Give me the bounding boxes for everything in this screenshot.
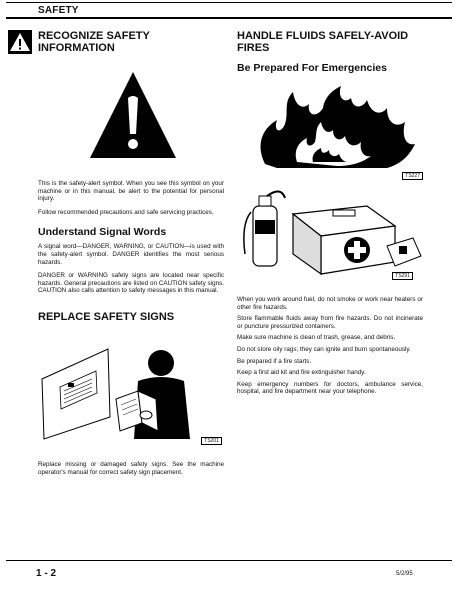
fluids-heading: HANDLE FLUIDS SAFELY-AVOID FIRES [237, 30, 409, 54]
signal-paragraph-2: DANGER or WARNING safety signs are located near specific hazards. General precautions are listed on CAUTION safety signs. CAUTION also calls attention to safety messages in this manual. [38, 272, 224, 295]
fluids-paragraph: Make sure machine is clean of trash, grease, and debris. [237, 334, 396, 342]
replace-signs-heading: REPLACE SAFETY SIGNS [38, 310, 175, 323]
revision-date: 5/2/95 [396, 571, 413, 577]
header-top-rule [6, 2, 452, 3]
fluids-paragraphs [237, 296, 423, 396]
replace-paragraph: Replace missing or damaged safety signs. See the machine operator's manual for correct safety sign placement. [38, 460, 224, 476]
emergencies-heading: Be Prepared For Emergencies [237, 62, 387, 74]
fire-figure [237, 84, 423, 179]
recognize-paragraph-2: Follow recommended precautions and safe servicing practices. [38, 208, 214, 216]
fluids-paragraph: Keep emergency numbers for doctors, ambulance service, hospital, and fire department near your telephone. [237, 380, 423, 396]
fluids-paragraph: Be prepared if a fire starts. [237, 357, 312, 365]
left-column [38, 30, 224, 476]
fluids-paragraph: Keep a first aid kit and fire extinguisher handy. [237, 369, 366, 377]
signal-paragraph-1: A signal word—DANGER, WARNING, or CAUTION—is used with the safety-alert symbol. DANGER identifies the most serious hazards. [38, 243, 224, 266]
fluids-paragraph: Do not store oily rags; they can ignite and burn spontaneously. [237, 345, 411, 353]
section-label: SAFETY [38, 5, 79, 16]
footer-rule [6, 560, 452, 561]
page-number: 1 - 2 [36, 568, 57, 579]
right-column [237, 30, 423, 396]
signal-words-heading: Understand Signal Words [38, 226, 167, 239]
replace-figure-code: TS201 [201, 437, 222, 445]
kit-figure-code: TS291 [392, 272, 413, 280]
fire-figure-code: TS227 [402, 172, 423, 180]
replace-signs-figure [38, 339, 224, 447]
fluids-paragraph: When you work around fuel, do not smoke or work near heaters or other fire hazards. [237, 296, 423, 311]
header-rule [6, 17, 452, 19]
safety-alert-icon [8, 30, 32, 54]
safety-alert-symbol-figure [88, 70, 178, 162]
recognize-paragraph-1: This is the safety-alert symbol. When you see this symbol on your machine or in this manual, be alert to the potential for personal injury. [38, 180, 224, 203]
first-aid-kit-figure [237, 184, 423, 278]
recognize-safety-heading: RECOGNIZE SAFETY INFORMATION [38, 30, 150, 54]
fluids-paragraph: Store flammable fluids away from fire hazards. Do not incinerate or puncture pressurized containers. [237, 315, 423, 330]
